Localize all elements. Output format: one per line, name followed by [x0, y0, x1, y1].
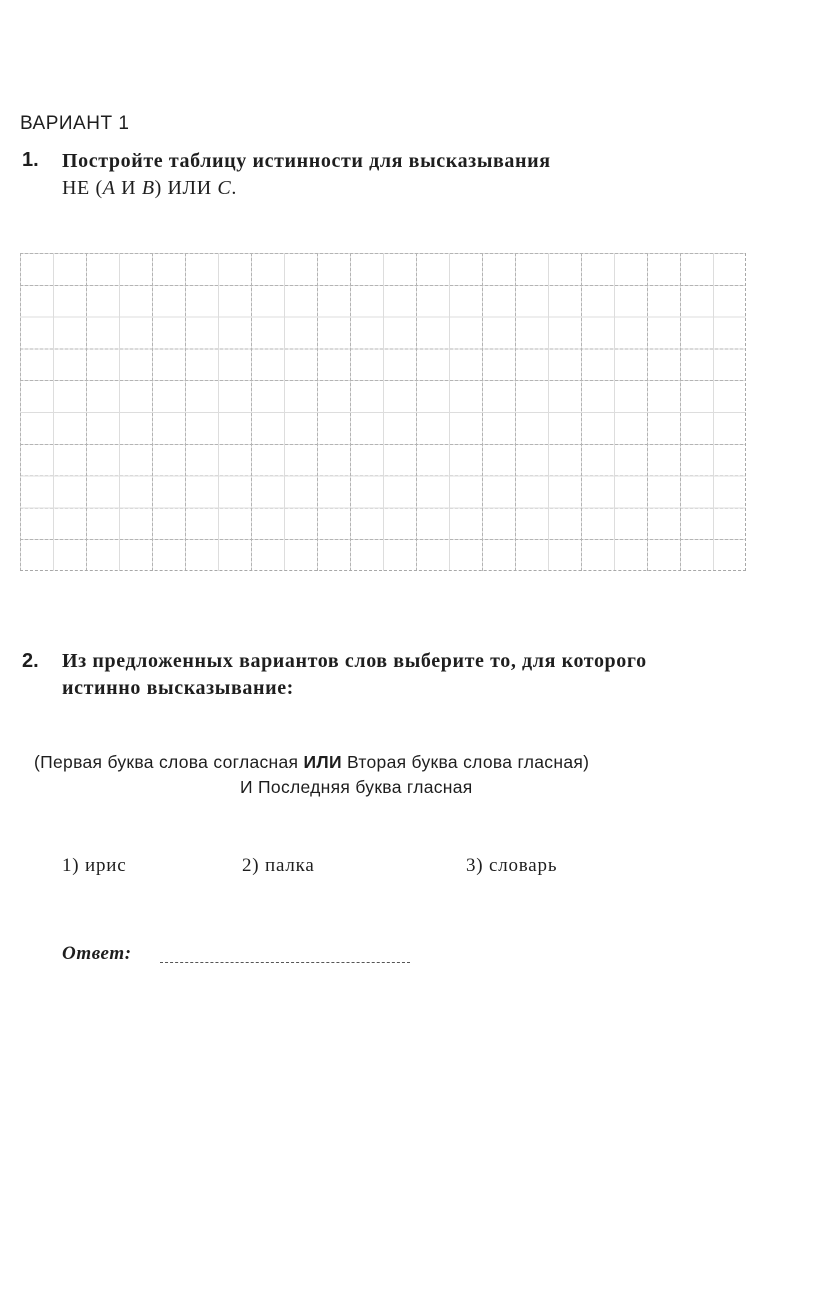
expr-token: НЕ (	[62, 177, 103, 199]
expr-var-b: B	[141, 177, 155, 199]
option-3: 3) словарь	[466, 855, 558, 876]
variant-title: ВАРИАНТ 1	[20, 113, 130, 134]
expr-token: ) ИЛИ	[154, 177, 218, 199]
expr-token: .	[231, 177, 237, 199]
expr-var-a: А	[102, 177, 116, 199]
logic-expression-line2: И Последняя буква гласная	[240, 777, 473, 797]
option-1: 1) ирис	[62, 855, 127, 876]
question-2-text-line2: истинно высказывание:	[62, 677, 294, 699]
expr-var-c: C	[217, 177, 232, 199]
question-1-expression	[62, 174, 237, 202]
option-2: 2) палка	[242, 855, 315, 876]
answer-input-line[interactable]	[160, 962, 410, 963]
question-2-number: 2.	[22, 650, 39, 672]
expr-token: И	[115, 177, 142, 199]
expr-part: (Первая буква слова согласная	[34, 752, 304, 772]
expr-part: Вторая буква слова гласная)	[341, 752, 590, 772]
answer-label: Ответ:	[62, 943, 132, 964]
expr-operator-or: ИЛИ	[303, 752, 342, 772]
question-1-number: 1.	[22, 149, 39, 171]
answer-grid-border	[20, 253, 746, 571]
question-1-text: Постройте таблицу истинности для высказывания	[62, 150, 551, 172]
logic-expression-line1	[34, 752, 589, 773]
question-2-text-line1: Из предложенных вариантов слов выберите то, для которого	[62, 650, 647, 672]
